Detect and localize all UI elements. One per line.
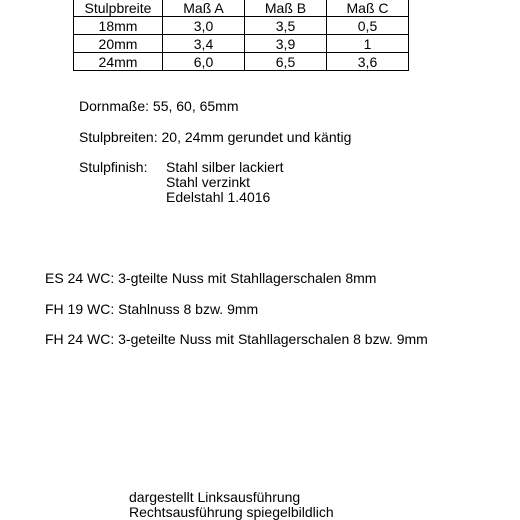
dornmasse-text: Dornmaße: 55, 60, 65mm [79, 98, 239, 114]
model-note: ES 24 WC: 3-gteilte Nuss mit Stahllagerschalen 8mm [45, 270, 377, 286]
footer-note: dargestellt Linksausführung [129, 489, 301, 505]
stulpbreiten-text: Stulpbreiten: 20, 24mm gerundet und käntig [79, 129, 352, 145]
table-cell: 0,5 [327, 17, 409, 35]
table-header-cell: Stulpbreite [74, 0, 163, 17]
table-cell: 18mm [74, 17, 163, 35]
table-cell: 3,5 [245, 17, 327, 35]
stulpfinish-option: Edelstahl 1.4016 [166, 189, 271, 205]
stulpfinish-option: Stahl verzinkt [166, 174, 251, 190]
table-header-cell: Maß B [245, 0, 327, 17]
table-cell: 1 [327, 35, 409, 53]
table-cell: 24mm [74, 53, 163, 71]
dimension-table [73, 0, 409, 71]
table-cell: 20mm [74, 35, 163, 53]
table-cell: 3,6 [327, 53, 409, 71]
table-cell: 3,4 [163, 35, 245, 53]
table-header-cell: Maß C [327, 0, 409, 17]
table-header-row [74, 0, 409, 17]
model-note: FH 24 WC: 3-geteilte Nuss mit Stahllagerschalen 8 bzw. 9mm [45, 331, 428, 347]
table-cell: 3,9 [245, 35, 327, 53]
table-row [74, 53, 409, 71]
table-row [74, 17, 409, 35]
stulpfinish-label: Stulpfinish: [79, 159, 148, 175]
table-cell: 3,0 [163, 17, 245, 35]
table-cell: 6,0 [163, 53, 245, 71]
model-note: FH 19 WC: Stahlnuss 8 bzw. 9mm [45, 301, 259, 317]
table-header-cell: Maß A [163, 0, 245, 17]
table-cell: 6,5 [245, 53, 327, 71]
table-row [74, 35, 409, 53]
footer-note: Rechtsausführung spiegelbildlich [129, 504, 334, 520]
stulpfinish-option: Stahl silber lackiert [166, 159, 284, 175]
